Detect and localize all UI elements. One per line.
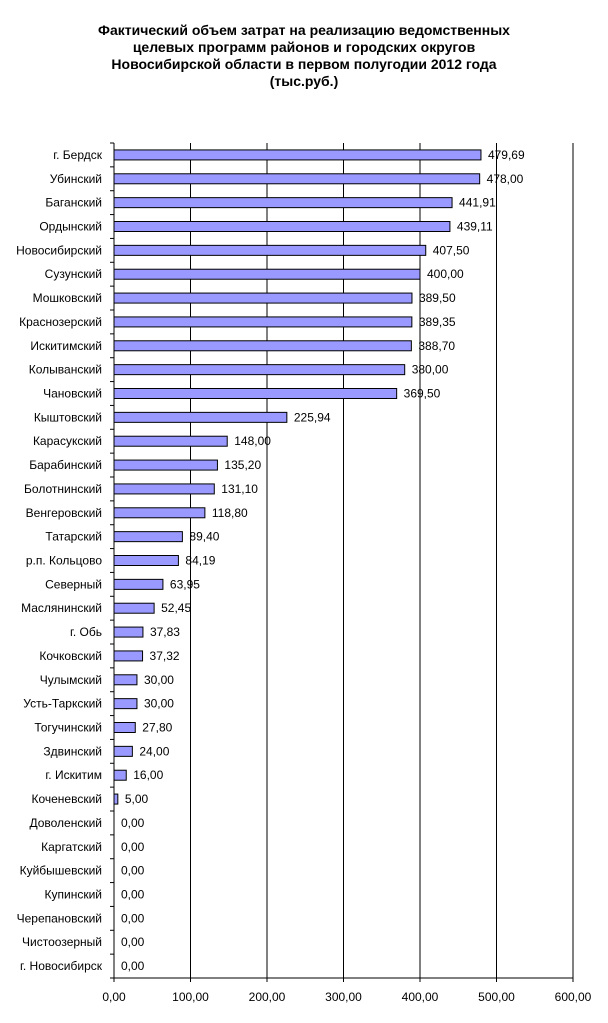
category-label: Баганский (45, 195, 102, 210)
category-label: Чистоозерный (22, 935, 102, 950)
category-label: Черепановский (16, 911, 102, 926)
value-label: 0,00 (121, 935, 145, 950)
value-label: 0,00 (121, 863, 145, 878)
bar (114, 436, 227, 446)
category-label: Колыванский (28, 362, 102, 377)
category-label: Кыштовский (33, 410, 102, 425)
category-label: Краснозерский (19, 314, 102, 329)
value-label: 30,00 (143, 672, 174, 687)
category-label: Доволенский (29, 815, 102, 830)
value-label: 0,00 (121, 815, 145, 830)
value-label: 389,35 (418, 314, 456, 329)
category-label: г. Бердск (53, 147, 102, 162)
value-label: 135,20 (224, 458, 262, 473)
x-tick-label: 100,00 (172, 990, 209, 1004)
bar (114, 293, 412, 303)
category-label: г. Новосибирск (19, 959, 102, 974)
value-label: 400,00 (427, 267, 464, 282)
category-label: Здвинский (43, 744, 102, 759)
bar (114, 627, 143, 637)
category-label: Чановский (43, 386, 102, 401)
chart-title-line-4: (тыс.руб.) (269, 73, 339, 89)
x-tick-label: 300,00 (325, 990, 362, 1004)
x-tick-label: 400,00 (401, 990, 439, 1004)
chart-title-line-2: целевых программ районов и городских округов (132, 39, 476, 55)
bar (114, 532, 182, 542)
category-label: Северный (45, 577, 102, 592)
category-label: Сузунский (44, 267, 102, 282)
bar (114, 508, 205, 518)
category-label: г. Искитим (45, 768, 102, 783)
category-label: Венгеровский (25, 505, 102, 520)
bar (114, 412, 287, 422)
value-label: 441,91 (459, 195, 496, 210)
value-label: 407,50 (432, 243, 470, 258)
value-label: 0,00 (121, 959, 145, 974)
bar (114, 699, 137, 709)
value-label: 0,00 (121, 839, 145, 854)
category-label: Татарский (45, 529, 102, 544)
bar (114, 389, 397, 399)
chart-title-line-3: Новосибирской области в первом полугодии 2012 года (111, 56, 497, 72)
category-label: Мошковский (32, 291, 102, 306)
bar (114, 317, 412, 327)
category-label: Новосибирский (16, 243, 102, 258)
category-label: Тогучинский (34, 720, 102, 735)
bar (114, 556, 178, 566)
category-label: р.п. Кольцово (25, 553, 102, 568)
grid-lines (191, 143, 574, 978)
value-label: 479,69 (487, 147, 525, 162)
category-label: Куйбышевский (19, 863, 102, 878)
bar (114, 603, 154, 613)
x-tick-label: 600,00 (554, 990, 592, 1004)
category-label: Усть-Таркский (23, 696, 102, 711)
value-label: 89,40 (189, 529, 220, 544)
value-label: 225,94 (293, 410, 331, 425)
value-label: 30,00 (143, 696, 174, 711)
value-label: 0,00 (121, 911, 145, 926)
bar (114, 746, 132, 756)
bar (114, 245, 426, 255)
value-label: 478,00 (486, 171, 524, 186)
x-tick-label: 200,00 (248, 990, 286, 1004)
category-label: г. Обь (69, 625, 102, 640)
value-label: 24,00 (139, 744, 170, 759)
category-label: Чулымский (39, 672, 102, 687)
category-label: Купинский (44, 887, 102, 902)
value-label: 37,83 (149, 625, 180, 640)
bar (114, 365, 405, 375)
value-label: 389,50 (418, 291, 456, 306)
value-label: 52,45 (161, 601, 192, 616)
value-label: 63,95 (169, 577, 200, 592)
category-label: Коченевский (31, 792, 102, 807)
value-label: 148,00 (234, 434, 271, 449)
x-tick-label: 500,00 (478, 990, 515, 1004)
bar (114, 770, 126, 780)
category-label: Карасукский (32, 434, 102, 449)
value-label: 0,00 (121, 887, 145, 902)
category-label: Кочковский (39, 648, 102, 663)
x-tick-label: 0,00 (102, 990, 126, 1004)
value-label: 37,32 (149, 648, 180, 663)
bar (114, 341, 411, 351)
value-label: 84,19 (185, 553, 216, 568)
bar (114, 794, 118, 804)
bar (114, 150, 481, 160)
bar (114, 269, 420, 279)
value-label: 388,70 (418, 338, 456, 353)
bar (114, 198, 452, 208)
bar (114, 675, 137, 685)
category-label: Ордынский (39, 219, 102, 234)
value-label: 118,80 (211, 505, 248, 520)
bar (114, 460, 217, 470)
bar (114, 651, 143, 661)
value-label: 439,11 (456, 219, 493, 234)
category-label: Болотнинский (24, 481, 102, 496)
category-label: Барабинский (29, 458, 102, 473)
value-label: 16,00 (133, 768, 164, 783)
value-label: 369,50 (403, 386, 441, 401)
bar (114, 579, 163, 589)
bar (114, 222, 450, 232)
bar (114, 723, 135, 733)
category-label: Искитимский (30, 338, 102, 353)
value-label: 27,80 (142, 720, 173, 735)
category-label: Каргатский (41, 839, 102, 854)
chart-title-line-1: Фактический объем затрат на реализацию ведомственных (98, 22, 510, 38)
category-label: Убинский (49, 171, 102, 186)
value-label: 5,00 (124, 792, 149, 807)
bar (114, 484, 214, 494)
category-label: Маслянинский (21, 601, 102, 616)
value-label: 131,10 (221, 481, 258, 496)
bar (114, 174, 480, 184)
value-label: 380,00 (411, 362, 449, 377)
